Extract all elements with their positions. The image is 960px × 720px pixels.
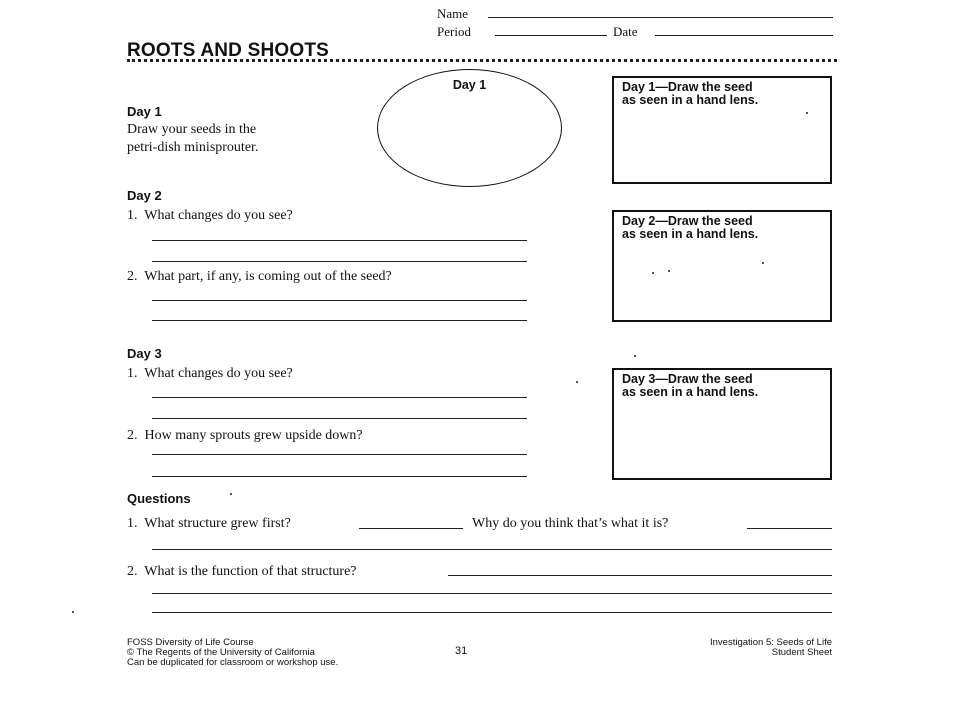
page-number: 31 xyxy=(455,645,468,657)
day3-q1-answer-line-2[interactable] xyxy=(152,418,527,419)
questions-q2-answer-line-1[interactable] xyxy=(448,575,832,576)
day3-question-1: 1. What changes do you see? xyxy=(127,366,293,381)
scan-speck xyxy=(806,112,808,114)
name-label: Name xyxy=(437,6,469,21)
worksheet-title: ROOTS AND SHOOTS xyxy=(127,40,330,61)
questions-q2-answer-line-3[interactable] xyxy=(152,612,832,613)
footer-investigation: Investigation 5: Seeds of Life Student Sheet xyxy=(710,637,832,658)
day3-q1-answer-line-1[interactable] xyxy=(152,397,527,398)
day1-instruction: Draw your seeds in the petri-dish minisprouter. xyxy=(127,122,259,155)
scan-speck xyxy=(72,611,74,613)
day3-box-label: Day 3—Draw the seed as seen in a hand lens. xyxy=(622,372,759,399)
period-field-line[interactable] xyxy=(495,35,607,36)
questions-q2: 2. What is the function of that structure? xyxy=(127,564,357,579)
scan-speck xyxy=(668,270,670,272)
day3-drawing-box[interactable] xyxy=(612,368,832,480)
day1-box-label: Day 1—Draw the seed as seen in a hand lens. xyxy=(622,80,759,107)
questions-heading: Questions xyxy=(127,491,191,506)
questions-q1-reason-line[interactable] xyxy=(747,528,832,529)
day2-box-label: Day 2—Draw the seed as seen in a hand lens. xyxy=(622,214,759,241)
day3-q2-answer-line-2[interactable] xyxy=(152,476,527,477)
date-field-line[interactable] xyxy=(655,35,833,36)
scan-speck xyxy=(652,272,654,274)
period-label: Period xyxy=(437,24,471,39)
day2-heading: Day 2 xyxy=(127,188,162,203)
day3-heading: Day 3 xyxy=(127,346,162,361)
day1-drawing-box[interactable] xyxy=(612,76,832,184)
scan-speck xyxy=(576,381,578,383)
questions-q1-answer-line[interactable] xyxy=(152,549,832,550)
scan-speck xyxy=(634,355,636,357)
questions-q1-part-a: 1. What structure grew first? xyxy=(127,516,291,531)
scan-speck xyxy=(762,262,764,264)
petri-dish-label: Day 1 xyxy=(452,78,487,92)
day2-question-1: 1. What changes do you see? xyxy=(127,208,293,223)
day2-q2-answer-line-1[interactable] xyxy=(152,300,527,301)
day3-question-2: 2. How many sprouts grew upside down? xyxy=(127,428,363,443)
date-label: Date xyxy=(613,24,638,39)
day2-q2-answer-line-2[interactable] xyxy=(152,320,527,321)
questions-q1-structure-line[interactable] xyxy=(359,528,463,529)
day2-q1-answer-line-2[interactable] xyxy=(152,261,527,262)
title-dotted-rule xyxy=(127,59,837,62)
petri-dish-circle[interactable] xyxy=(377,69,562,187)
day3-q2-answer-line-1[interactable] xyxy=(152,454,527,455)
day2-question-2: 2. What part, if any, is coming out of the seed? xyxy=(127,269,392,284)
day2-drawing-box[interactable] xyxy=(612,210,832,322)
day1-heading: Day 1 xyxy=(127,104,162,119)
questions-q2-answer-line-2[interactable] xyxy=(152,593,832,594)
scan-speck xyxy=(230,493,232,495)
day2-q1-answer-line-1[interactable] xyxy=(152,240,527,241)
footer-credits: FOSS Diversity of Life Course © The Regents of the University of California Can be duplicated for classroom or workshop use. xyxy=(127,637,339,668)
questions-q1-part-b: Why do you think that’s what it is? xyxy=(472,516,669,531)
name-field-line[interactable] xyxy=(488,17,833,18)
